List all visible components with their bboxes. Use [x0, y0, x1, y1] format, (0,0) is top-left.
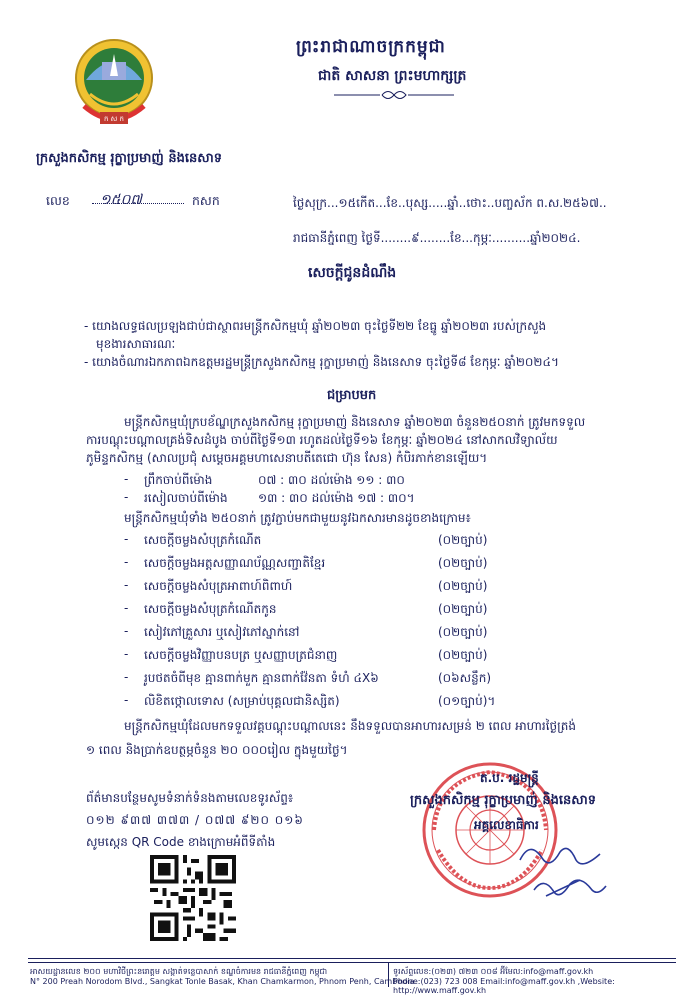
- document-count: (០២ច្បាប់): [438, 556, 488, 570]
- document-name: សេចក្តីចម្លងសំបុត្រកំណើតកូន: [144, 602, 277, 616]
- document-dash: -: [124, 601, 129, 615]
- schedule-label: ព្រឹកចាប់ពីម៉ោង: [144, 473, 213, 487]
- schedule-label: រសៀលចាប់ពីម៉ោង: [144, 491, 228, 505]
- footer-rule: [28, 962, 676, 963]
- footer-address-kh: អាសយដ្ឋានលេខ ២០០ មហាវិថីព្រះនរោត្តម សង្កាត់ទន្លេបាសាក់ ខណ្ឌចំការមន រាជធានីភ្នំពេញ កម្ពុជា: [30, 967, 328, 976]
- document-name: លិខិតថ្កោលទោស (សម្រាប់បុគ្គលជានិស្សិត): [144, 694, 340, 708]
- civil-date: រាជធានីភ្នំពេញ ថ្ងៃទី........៩........ខែ...កុម្ភៈ..........ឆ្នាំ២០២៤.: [293, 231, 581, 245]
- body-line: ភូមិន្ទកសិកម្ម (សាលប្រជុំ សម្តេចអគ្គមហាសេនាបតីតេជោ ហ៊ុន សែន) កំបិរភាក់ខានឡើយ។: [86, 451, 488, 465]
- closing-line: ១ ពេល និងប្រាក់ឧបត្ថម្ភចំនួន ២០ ០០០រៀល ក្នុងមួយថ្ងៃ។: [86, 743, 348, 757]
- signature-line1: ត.ប. រដ្ឋមន្ត្រី: [480, 771, 539, 785]
- reference-suffix: កសក: [192, 193, 220, 208]
- body-line: ការបណ្តុះបណ្តាលគ្រង់ទិសដំបូង ចាប់ពីថ្ងៃទី១៣ រហូតដល់ថ្ងៃទី១៦ ខែកុម្ភៈ ឆ្នាំ២០២៤ នៅសាកលវិទ្យាល័យ: [86, 433, 558, 447]
- document-dash: -: [124, 693, 129, 707]
- document-count: (០២ច្បាប់): [438, 533, 488, 547]
- documents-intro: មន្ត្រីកសិកម្មឃុំទាំង ២៥០នាក់ ត្រូវភ្ជាប់មកជាមួយនូវឯកសារមានដូចខាងក្រោម៖: [124, 511, 471, 525]
- ministry-logo: [72, 36, 156, 136]
- footer-contact-kh: ទូរស័ព្ទលេខ:(០២៣) ៧២៣ ០០៨ អ៊ីមែល:info@maff.gov.kh: [393, 967, 594, 976]
- document-dash: -: [124, 670, 129, 684]
- document-count: (០២ច្បាប់): [438, 602, 488, 616]
- location-qr-code[interactable]: [150, 855, 236, 941]
- reference-prefix: លេខ: [46, 193, 70, 208]
- document-name: សេចក្តីចម្លងអត្តសញ្ញាណប័ណ្ណសញ្ជាតិខ្មែរ: [144, 556, 326, 570]
- handwritten-signature: [510, 840, 620, 910]
- ornament-divider-icon: [332, 88, 456, 102]
- kingdom-title: ព្រះរាជាណាចក្រកម្ពុជា: [296, 37, 446, 57]
- footer-contact-en: Phone:(023) 723 008 Email:info@maff.gov.kh ,Website: http://www.maff.gov.kh: [393, 977, 615, 995]
- document-dash: -: [124, 555, 129, 569]
- document-count: (០១ច្បាប់)។: [438, 694, 496, 708]
- document-name: សេចក្តីចម្លងសំបុត្រកំណើត: [144, 533, 262, 547]
- document-count: (០២ច្បាប់): [438, 579, 488, 593]
- notice-title: សេចក្តីជូនដំណឹង: [308, 265, 397, 281]
- schedule-time: ១៣ : ៣០ ដល់ម៉ោង ១៧ : ៣០។: [258, 491, 415, 505]
- footer-rule: [28, 958, 676, 959]
- schedule-dash: -: [124, 490, 129, 504]
- document-dash: -: [124, 647, 129, 661]
- document-dash: -: [124, 532, 129, 546]
- reference-number: ១៥០៧: [100, 192, 142, 208]
- national-motto: ជាតិ សាសនា ព្រះមហាក្សត្រ: [318, 68, 467, 84]
- reference-line: - យោងចំណារឯកភាពឯកឧត្តមរដ្ឋមន្ត្រីក្រសួងកសិកម្ម រុក្ខាប្រមាញ់ និងនេសាទ ចុះថ្ងៃទី៨ ខែកុម្ភៈ ឆ្នាំ២០២៤។: [84, 355, 559, 369]
- body-line: មន្ត្រីកសិកម្មឃុំក្របខ័ណ្ឌក្រសួងកសិកម្ម រុក្ខាប្រមាញ់ និងនេសាទ ឆ្នាំ២០២៣ ចំនួន២៥០នាក់ ត្រូវមកទទួល: [124, 415, 586, 429]
- signature-line2: ក្រសួងកសិកម្ម រុក្ខាប្រមាញ់ និងនេសាទ: [410, 793, 596, 808]
- document-count: (០៦សន្លឹក): [438, 671, 492, 685]
- announcement-heading: ជម្រាបមក: [327, 388, 377, 403]
- document-dash: -: [124, 578, 129, 592]
- reference-line: - យោងលទ្ធផលប្រឡងជាប់ជាស្ថាពរមន្ត្រីកសិកម្មឃុំ ឆ្នាំ២០២៣ ចុះថ្ងៃទី២២ ខែធ្នូ ឆ្នាំ២០២៣ របស់ក្រសួង: [84, 319, 547, 333]
- closing-line: មន្ត្រីកសិកម្មឃុំដែលមកទទួលវគ្គបណ្តុះបណ្តាលនេះ នឹងទទួលបានអាហារសម្រន់ ២ ពេល អាហារថ្ងៃត្រង់: [124, 719, 576, 733]
- document-name: សេចក្តីចម្លងសំបុត្រអាពាហ៍ពិពាហ៍: [144, 579, 293, 593]
- signature-line3: អគ្គលេខាធិការ: [474, 818, 539, 832]
- document-name: សេចក្តីចម្លងវិញ្ញាបនបត្រ ឬសញ្ញាបត្រជំនាញ: [144, 648, 338, 662]
- logo-text: ក ស ក: [103, 115, 125, 123]
- contact-intro: ព័ត៌មានបន្ថែមសូមទំនាក់ទំនងតាមលេខទូរស័ព្ទ៖: [86, 791, 294, 805]
- lunar-date: ថ្ងៃសុក្រ...១៥កើត...ខែ..បុស្ស.....ឆ្នាំ..ថោះ..បញ្ចស័ក ព.ស.២៥៦៧..: [293, 196, 607, 210]
- schedule-time: ០៧ : ៣០ ដល់ម៉ោង ១១ : ៣០: [258, 473, 405, 487]
- document-name: សៀវភៅគ្រួសារ ឬសៀវភៅស្នាក់នៅ: [144, 625, 300, 639]
- schedule-dash: -: [124, 472, 129, 486]
- document-dash: -: [124, 624, 129, 638]
- reference-line: មុខងារសាធារណៈ: [96, 337, 176, 351]
- contact-phones: ០១២ ៩៣៧ ៣៧៣ / ០៧៧ ៩២០ ០១៦: [86, 813, 304, 827]
- document-name: រូបថតចំពីមុខ គ្មានពាក់មួក គ្មានពាក់វ៉ែនតា ទំហំ ៤X៦: [144, 671, 379, 685]
- ministry-name: ក្រសួងកសិកម្ម រុក្ខាប្រមាញ់ និងនេសាទ: [36, 151, 222, 166]
- document-count: (០២ច្បាប់): [438, 625, 488, 639]
- reference-dots: [92, 203, 184, 204]
- document-count: (០២ច្បាប់): [438, 648, 488, 662]
- qr-note: សូមស្កេន QR Code ខាងក្រោមអំពីទីតាំង: [86, 835, 276, 849]
- footer-address-en: N° 200 Preah Norodom Blvd., Sangkat Tonle Basak, Khan Chamkarmon, Phnom Penh, Cambodia: [30, 977, 415, 986]
